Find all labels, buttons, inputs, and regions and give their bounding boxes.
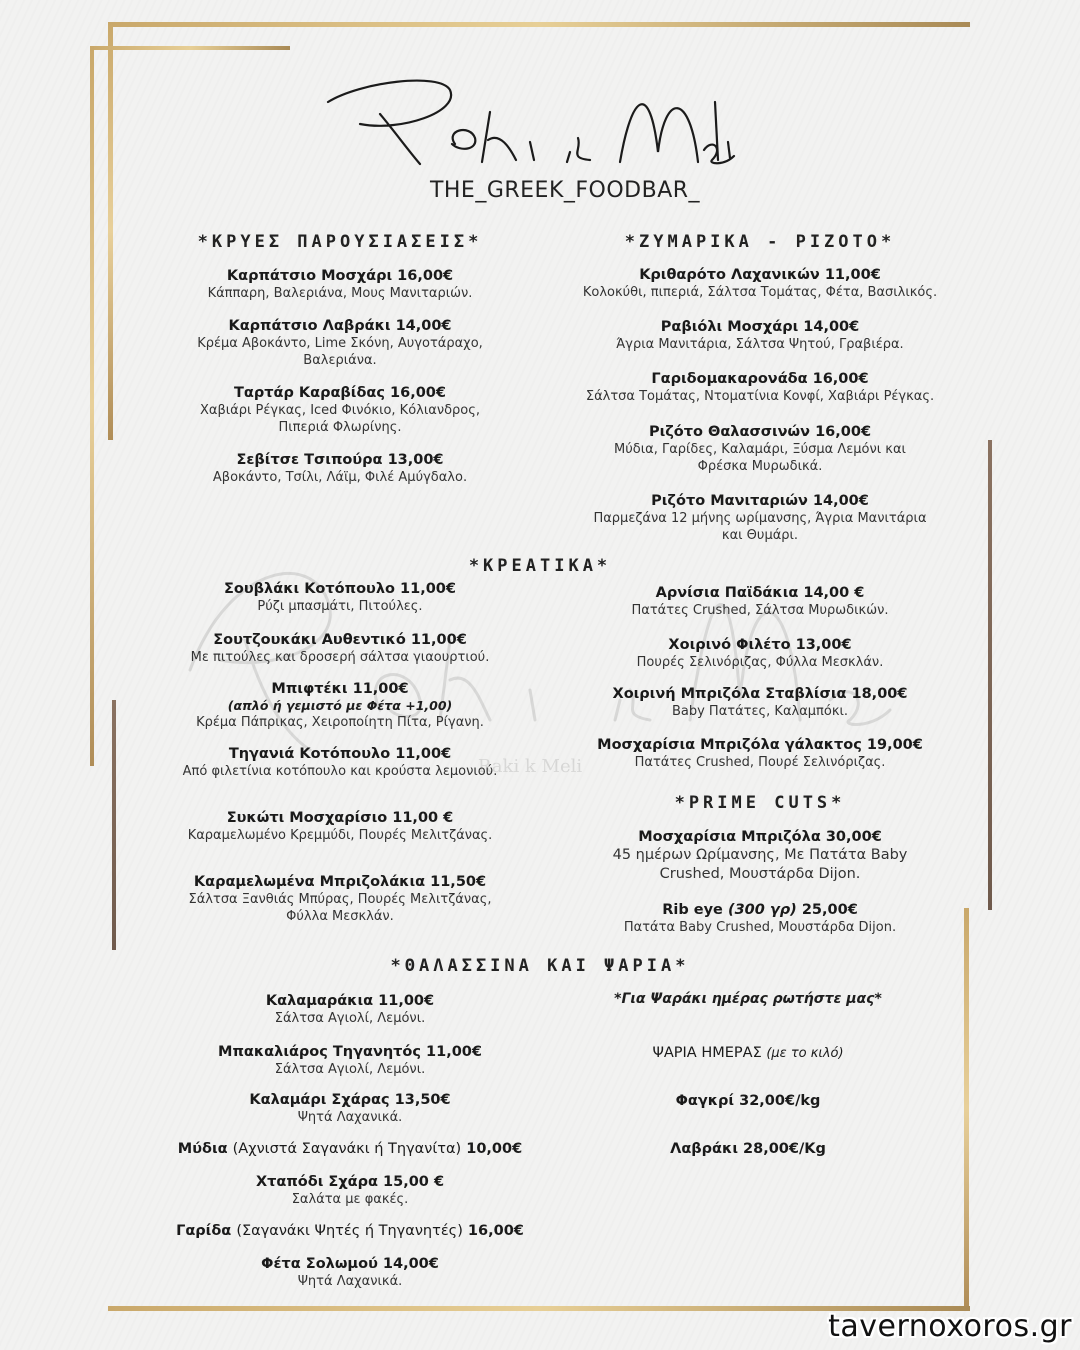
item-desc: Crushed, Μουστάρδα Dijon. [659, 866, 861, 882]
item-desc: Πατάτες Crushed, Σάλτσα Μυρωδικών. [631, 603, 889, 618]
item-name: Ριζότο Μανιταριών 14,00€ [651, 493, 869, 509]
menu-item [560, 370, 960, 405]
item-desc: Πουρές Σελινόριζας, Φύλλα Μεσκλάν. [636, 655, 884, 670]
item-name: Ριζότο Θαλασσινών 16,00€ [648, 424, 872, 440]
frame-right-line-brown [988, 440, 992, 910]
item-name-note: (300 γρ) [727, 902, 797, 918]
item-name [130, 1140, 570, 1158]
fish-price-text: Φαγκρί 32,00€/kg [675, 1093, 821, 1109]
item-name: Μοσχαρίσια Μπριζόλα 30,00€ [638, 829, 882, 845]
item-desc: Βαλεριάνα. [303, 353, 377, 368]
item-desc: 45 ημέρων Ωρίμανσης, Με Πατάτα Baby [612, 847, 908, 863]
menu-item [130, 1222, 570, 1240]
item-name: Ταρτάρ Καραβίδας 16,00€ [234, 385, 446, 401]
item-name-price: 25,00€ [801, 902, 858, 918]
item-desc: Κολοκύθι, πιπεριά, Σάλτσα Τομάτας, Φέτα, Βασιλικός. [582, 285, 938, 300]
menu-item [130, 1140, 570, 1158]
item-desc: Κάππαρη, Βαλεριάνα, Μους Μανιταριών. [207, 286, 473, 301]
menu-item [140, 631, 540, 666]
frame-inner-top-line [90, 46, 290, 50]
item-desc: Καραμελωμένο Κρεμμύδι, Πουρές Μελιτζάνας. [187, 828, 493, 843]
fish-price [548, 1092, 948, 1110]
menu-item [560, 901, 960, 936]
item-desc: Ψητά Λαχανικά. [297, 1274, 403, 1289]
item-desc: Φρέσκα Μυρωδικά. [697, 459, 823, 474]
menu-item [150, 992, 550, 1027]
frame-left-line-outer [108, 22, 113, 440]
menu-item [560, 736, 960, 771]
menu-item [150, 1091, 550, 1126]
item-desc: Baby Πατάτες, Καλαμπόκι. [671, 704, 849, 719]
item-desc: Σάλτσα Τομάτας, Ντοματίνια Κονφί, Χαβιάρι Ρέγκας. [585, 389, 935, 404]
item-desc: Χαβιάρι Ρέγκας, Iced Φινόκιο, Κόλιανδρος, [199, 403, 481, 418]
section-title-prime-cuts: *PRIME CUTS* [674, 793, 846, 813]
item-name: Καρπάτσιο Λαβράκι 14,00€ [228, 318, 452, 334]
menu-item [140, 873, 540, 925]
item-desc: Σάλτσα Αγιολί, Λεμόνι. [274, 1062, 426, 1077]
menu-item [140, 745, 540, 780]
menu-item [560, 266, 960, 301]
item-note: (απλό ή γεμιστό με Φέτα +1,00) [227, 698, 453, 713]
item-name-main: Μύδια [177, 1141, 228, 1157]
item-name-price: 16,00€ [467, 1223, 524, 1239]
section-title-meat: *ΚΡΕΑΤΙΚΑ* [468, 556, 612, 576]
site-watermark: tavernoxoros.gr [828, 1309, 1072, 1344]
menu-item [150, 1043, 550, 1078]
fish-price [548, 1140, 948, 1158]
item-name: Καραμελωμένα Μπριζολάκια 11,50€ [193, 874, 487, 890]
item-name-note: (Σαγανάκι Ψητές ή Τηγανητές) [236, 1223, 463, 1239]
item-name-main: Rib eye [662, 902, 723, 918]
item-name: Καρπάτσιο Μοσχάρι 16,00€ [226, 268, 454, 284]
item-desc: Κρέμα Πάπρικας, Χειροποίητη Πίτα, Ρίγανη. [196, 715, 484, 730]
item-name: Ραβιόλι Μοσχάρι 14,00€ [660, 319, 860, 335]
menu-item [140, 580, 540, 615]
item-desc: Άγρια Μανιτάρια, Σάλτσα Ψητού, Γραβιέρα. [616, 337, 904, 352]
item-name: Καλαμάρι Σχάρας 13,50€ [249, 1092, 451, 1108]
fish-title-note: (με το κιλό) [766, 1046, 844, 1061]
menu-item [140, 384, 540, 436]
item-desc: Με πιτούλες και δροσερή σάλτσα γιαουρτιού. [190, 650, 490, 665]
item-name: Χταπόδι Σχάρα 15,00 € [255, 1174, 445, 1190]
item-desc: Σαλάτα με φακές. [291, 1192, 409, 1207]
fish-of-day-note [548, 991, 948, 1007]
item-name [560, 901, 960, 919]
item-name: Συκώτι Μοσχαρίσιο 11,00 € [226, 810, 454, 826]
section-title-cold: *ΚΡΥΕΣ ΠΑΡΟΥΣΙΑΣΕΙΣ* [197, 232, 483, 252]
fish-title [548, 1044, 948, 1063]
frame-left-line-brown [112, 700, 116, 950]
item-desc: Από φιλετίνια κοτόπουλο και κρούστα λεμονιού. [182, 764, 498, 779]
item-desc: Αβοκάντο, Τσίλι, Λάϊμ, Φιλέ Αμύγδαλο. [212, 470, 468, 485]
item-name: Φέτα Σολωμού 14,00€ [261, 1256, 439, 1272]
menu-item [560, 318, 960, 353]
item-name: Μπιφτέκι 11,00€ [271, 681, 409, 697]
menu-item [560, 685, 960, 720]
item-desc: Πατάτες Crushed, Πουρέ Σελινόριζας. [634, 755, 886, 770]
menu-item [140, 809, 540, 844]
menu-item [560, 423, 960, 475]
fish-price-text: Λαβράκι 28,00€/Kg [670, 1141, 826, 1157]
menu-item [140, 317, 540, 369]
item-name: Κριθαρότο Λαχανικών 11,00€ [639, 267, 881, 283]
frame-right-line-gold [964, 908, 969, 1308]
item-name: Σεβίτσε Τσιπούρα 13,00€ [236, 452, 444, 468]
menu-item [560, 636, 960, 671]
item-desc: Πατάτα Baby Crushed, Μουστάρδα Dijon. [623, 920, 897, 935]
item-name: Μπακαλιάρος Τηγανητός 11,00€ [218, 1044, 482, 1060]
menu-item [140, 267, 540, 302]
fish-title-text: ΨΑΡΙΑ ΗΜΕΡΑΣ [652, 1045, 762, 1061]
item-name: Αρνίσια Παϊδάκια 14,00 € [655, 585, 865, 601]
item-name [130, 1222, 570, 1240]
item-name: Τηγανιά Κοτόπουλο 11,00€ [228, 746, 452, 762]
item-desc: Ψητά Λαχανικά. [297, 1110, 403, 1125]
item-name: Σουτζουκάκι Αυθεντικό 11,00€ [213, 632, 467, 648]
menu-item [560, 584, 960, 619]
menu-item [560, 492, 960, 544]
item-name-price: 10,00€ [466, 1141, 523, 1157]
item-desc: Φύλλα Μεσκλάν. [286, 909, 394, 924]
svg-text:Raki k Meli: Raki k Meli [477, 756, 583, 777]
fish-of-day-text: *Για Ψαράκι ημέρας ρωτήστε μας* [614, 991, 882, 1007]
frame-top-line [108, 22, 970, 27]
item-name: Χοιρινή Μπριζόλα Σταβλίσια 18,00€ [612, 686, 908, 702]
brand-logo [320, 72, 740, 172]
item-desc: Σάλτσα Ξανθιάς Μπύρας, Πουρές Μελιτζάνας, [188, 892, 492, 907]
item-desc: Πιπεριά Φλωρίνης. [278, 420, 402, 435]
item-desc: Παρμεζάνα 12 μήνης ωρίμανσης, Άγρια Μανιτάρια [593, 511, 927, 526]
menu-item [150, 1173, 550, 1208]
menu-item [140, 680, 540, 731]
item-desc: Σάλτσα Αγιολί, Λεμόνι. [274, 1011, 426, 1026]
frame-left-line-inner [90, 46, 94, 766]
menu-item [140, 451, 540, 486]
item-name-main: Γαρίδα [176, 1223, 232, 1239]
item-name: Μοσχαρίσια Μπριζόλα γάλακτος 19,00€ [597, 737, 923, 753]
item-name: Καλαμαράκια 11,00€ [265, 993, 435, 1009]
item-name-note: (Αχνιστά Σαγανάκι ή Τηγανίτα) [232, 1141, 462, 1157]
menu-item [150, 1255, 550, 1290]
item-name: Σουβλάκι Κοτόπουλο 11,00€ [224, 581, 456, 597]
item-name: Γαριδομακαρονάδα 16,00€ [651, 371, 869, 387]
menu-item [560, 828, 960, 884]
section-title-seafood: *ΘΑΛΑΣΣΙΝΑ ΚΑΙ ΨΑΡΙΑ* [390, 956, 690, 976]
item-name: Χοιρινό Φιλέτο 13,00€ [668, 637, 852, 653]
item-desc: και Θυμάρι. [721, 528, 799, 543]
section-title-pasta: *ΖΥΜΑΡΙΚΑ - ΡΙΖΟΤΟ* [624, 232, 896, 252]
item-desc: Ρύζι μπασμάτι, Πιτούλες. [257, 599, 423, 614]
item-desc: Κρέμα Αβοκάντο, Lime Σκόνη, Αυγοτάραχο, [197, 336, 483, 351]
brand-subtitle: THE_GREEK_FOODBAR_ [429, 178, 701, 203]
item-desc: Μύδια, Γαρίδες, Καλαμάρι, Ξύσμα Λεμόνι και [614, 442, 906, 457]
fish-of-day-title [548, 1044, 948, 1063]
